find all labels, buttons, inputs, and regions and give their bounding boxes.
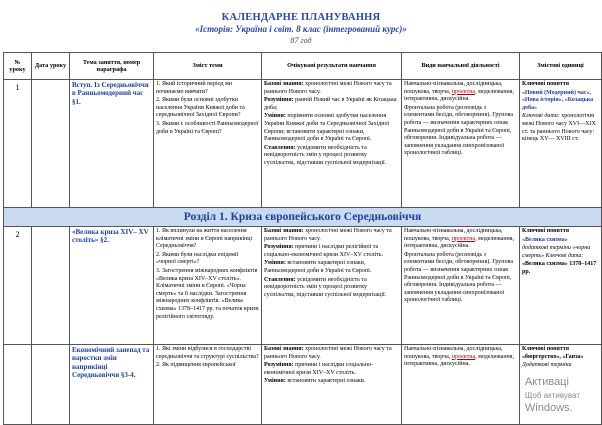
section-title: Розділ 1. Криза європейського Середньовіччя [4, 208, 602, 227]
col-header-units: Змістові одиниці [520, 53, 602, 80]
result-text: усвідомити необхідність та невідворотність змін у процесі розвитку суспільства, підставши суспільної модернізації. [264, 144, 387, 166]
col-header-results: Очікувані результати навчання [262, 53, 402, 80]
result-label: Уміння: [264, 378, 286, 385]
result-text: ранній Новий час в Україні як Козацька доба; [264, 97, 397, 111]
watermark-line: Активаці [524, 376, 569, 388]
result-text: хронологічні межі Нового часу та раннього Нового часу. [264, 346, 392, 360]
unit-label: «Велика схизма» [522, 236, 568, 243]
lesson-activities [402, 345, 520, 425]
watermark-line: Щоб активуват [524, 391, 580, 400]
result-label: Базові знання: [264, 81, 304, 87]
section-row [4, 208, 602, 227]
col-header-activities: Види навчальної діяльності [402, 53, 520, 80]
lesson-topic: Економічний занепад та наростки змін наприкінці Середньовіччя §3-4. [70, 345, 154, 425]
unit-label: «Новий (Модерний) час», «Нова історія», «Козацька доба» [522, 89, 594, 111]
lesson-results [262, 345, 402, 425]
result-text: порівняти основні здобутки населення України Княжої доби та Середньовічної Західної Європи; встановити характерні ознаки, Ранньомодерної доби в Україні та Європі. [264, 113, 390, 143]
result-text: хронологічні межі Нового часу та раннього Нового часу. [264, 228, 392, 242]
col-header-lesson-number: № уроку [4, 53, 32, 80]
activity-text: Фронтальна робота (розповідь з елементами бесіди, обговорення). Групова робота — визначення характерних ознак Ранньомодерної доби в Україні та Європі, обговорення. Індивідуальна робота — заповнення укладання синхронізованої хронологічної таблиці. [404, 251, 513, 304]
activity-text: , моделювання, інтерактивна, дискусійна. [404, 235, 515, 250]
content-item: 2. Як підвищення європейської [156, 362, 236, 369]
result-label: Розуміння: [264, 97, 294, 104]
activity-text: , моделювання, інтерактивна, дискусійна. [404, 88, 515, 103]
activity-highlight: проектна [451, 353, 476, 360]
lesson-number: 1 [4, 80, 32, 208]
unit-text: хронологічні межі Нового часу XVI—XIX ст. та раннього Нового часу: кінець XV— XVIII ст. [522, 113, 596, 143]
result-label: Ставлення: [264, 276, 296, 283]
unit-label: додаткові терміни «чорна смерть» Ключові дати: [522, 245, 591, 259]
result-label: Розуміння: [264, 362, 294, 369]
unit-label: Ключові дати: [522, 113, 560, 120]
result-text: встановити характерні ознаки. [285, 378, 366, 385]
document-header [0, 12, 602, 45]
lesson-units [520, 227, 602, 345]
result-label: Уміння: [264, 113, 286, 120]
result-text: причини і наслідки соціально-економічної кризи XIV–XV століть. [264, 362, 373, 376]
activity-highlight: проектна [451, 88, 476, 95]
unit-label: Ключові поняття «бюргерство», «Ганза» [522, 346, 584, 360]
lesson-content [154, 345, 262, 425]
activity-text: Навчально-пізнавальна, дослідницька, пошукова, творча, [404, 346, 503, 360]
result-label: Розуміння: [264, 244, 294, 251]
content-item: 3. Якими є особливості Ранньомодерної доби в Україні та Європі? [156, 120, 259, 135]
document-title: КАЛЕНДАРНЕ ПЛАНУВАННЯ [221, 12, 381, 23]
result-label: Базові знання: [264, 228, 304, 234]
unit-label: «Велика схизма» 1378–1417 рр. [522, 261, 597, 275]
lesson-results [262, 227, 402, 345]
activity-text: Навчально-пізнавальна, дослідницька, пошукова, творча, [404, 81, 503, 95]
lesson-date [32, 80, 70, 208]
result-label: Уміння: [264, 260, 286, 267]
col-header-content: Зміст теми [154, 53, 262, 80]
lesson-units [520, 80, 602, 208]
table-row [4, 80, 602, 208]
lesson-date [32, 345, 70, 425]
table-row [4, 345, 602, 425]
document-subtitle: «Історія: Україна і світ. 8 клас (інтегрований курс)» [195, 24, 407, 34]
activity-text: Фронтальна робота (розповідь з елементами бесіди, обговорення). Групова робота — визначення характерних ознак Ранньомодерної доби в Україні та Європі, обговорення. Індивідуальна робота — заповнення укладання синхронізованої хронологічної таблиці. [404, 104, 513, 157]
result-text: усвідомити необхідність та невідворотність змін у процесі розвитку суспільства, підставши суспільної модернізації. [264, 276, 387, 298]
watermark-line: Windows. [524, 402, 573, 414]
activity-text: , моделювання, інтерактивна, дискусійна. [404, 353, 515, 368]
activity-highlight: проектна [451, 235, 476, 242]
col-header-topic: Тема заняття, номер параграфа [70, 53, 154, 80]
lesson-results [262, 80, 402, 208]
content-item: 2. Якими були основні здобутки населення України Княжої доби та середньовічної Західної Європи? [156, 97, 245, 119]
lesson-activities [402, 227, 520, 345]
unit-label: Ключові поняття [522, 228, 569, 234]
lesson-date [32, 227, 70, 345]
unit-label: Додаткові терміни [522, 362, 572, 369]
content-item: 1. Який історичний період ми починаємо вивчати? [156, 81, 233, 95]
lesson-number [4, 345, 32, 425]
result-text: причини і наслідки релігійної та соціально-економічної кризи XIV–XV століть. [264, 244, 384, 258]
windows-activation-watermark [525, 376, 580, 415]
lesson-topic: «Велика криза XIV– XV століть» §2. [70, 227, 154, 345]
content-item: 1. Як вплинули на життя населення кліматичні зміни в Європі наприкінці Середньовіччя? [156, 228, 253, 250]
result-label: Базові знання: [264, 346, 304, 352]
table-row [4, 227, 602, 345]
content-item: 3. Загострення міжнародних конфліктів «Велика криза XIV–XV століть». Кліматичні зміни в Європі. «Чорна смерть» та її наслідки. Загострення міжнародних конфліктів. «Велика схизма» 1378–1417 рр. та початок кризи релігійного світогляду. [156, 267, 259, 320]
hours-count: 87 год [290, 36, 312, 45]
table-header-row [4, 53, 602, 80]
lesson-content [154, 80, 262, 208]
lesson-number: 2 [4, 227, 32, 345]
unit-label: Ключові поняття [522, 81, 569, 87]
plan-table [3, 52, 602, 425]
result-text: встановити характерні ознаки, Ранньомодерної доби в Україні та Європі. [264, 260, 372, 274]
lesson-activities [402, 80, 520, 208]
result-text: хронологічні межі Нового часу та раннього Нового часу. [264, 81, 392, 95]
content-item: 2. Якими були наслідки епідемії «чорної смерті»? [156, 251, 239, 266]
content-item: 1. Які зміни відбулися в господарстві середньовіччя та структурі суспільства? [156, 346, 259, 360]
col-header-date: Дата уроку [32, 53, 70, 80]
activity-text: Навчально-пізнавальна, дослідницька, пошукова, творча, [404, 228, 503, 242]
lesson-topic: Вступ. Із Середньовіччя в Ранньомодерний час §1. [70, 80, 154, 208]
lesson-content [154, 227, 262, 345]
result-label: Ставлення: [264, 144, 296, 151]
